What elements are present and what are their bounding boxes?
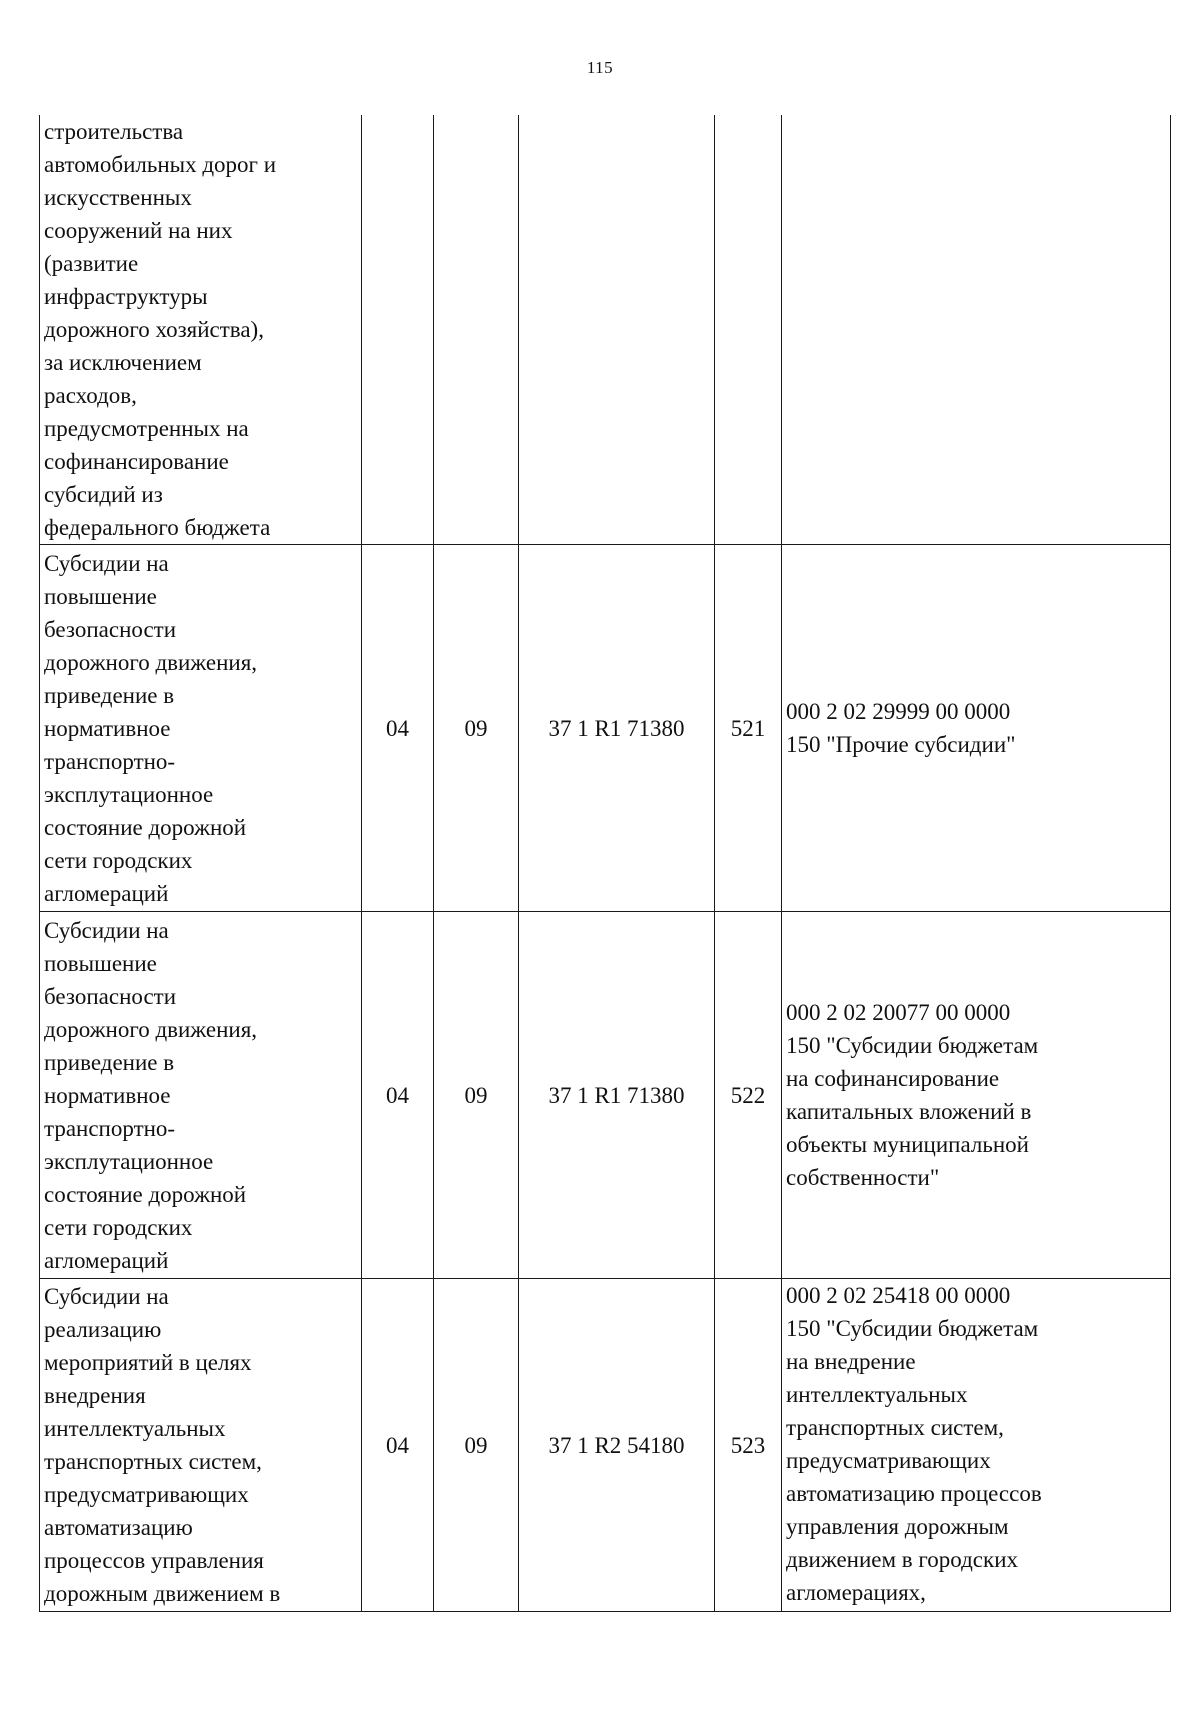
- table-row: [40, 545, 1171, 912]
- subsection-cell: 09: [434, 1279, 519, 1612]
- subsection-cell: 09: [434, 545, 519, 912]
- section-cell: 04: [362, 1279, 434, 1612]
- expense-name-cell: Субсидии на реализацию мероприятий в целях внедрения интеллектуальных транспортных систем, предусматривающих автоматизацию процессов управления дорожным движением в: [40, 1279, 362, 1612]
- expense-name-cell: Субсидии на повышение безопасности дорожного движения, приведение в нормативное транспортно- эксплутационное состояние дорожной сети городских агломераций: [40, 912, 362, 1279]
- target-article-cell: 37 1 R1 71380: [519, 912, 715, 1279]
- table-row: [40, 115, 1171, 545]
- target-article-cell: 37 1 R1 71380: [519, 545, 715, 912]
- table-row: [40, 912, 1171, 1279]
- expense-type-cell: 523: [715, 1279, 782, 1612]
- expense-type-cell: 522: [715, 912, 782, 1279]
- expense-type-cell: 521: [715, 545, 782, 912]
- section-cell: [362, 115, 434, 545]
- revenue-code-cell: 000 2 02 29999 00 0000 150 "Прочие субсидии": [782, 545, 1171, 912]
- target-article-cell: 37 1 R2 54180: [519, 1279, 715, 1612]
- expense-name-cell: строительства автомобильных дорог и искусственных сооружений на них (развитие инфраструктуры дорожного хозяйства), за исключением расходов, предусмотренных на софинансирование субсидий из федерального бюджета: [40, 115, 362, 545]
- expense-name-cell: Субсидии на повышение безопасности дорожного движения, приведение в нормативное транспортно- эксплутационное состояние дорожной сети городских агломераций: [40, 545, 362, 912]
- subsection-cell: [434, 115, 519, 545]
- table-row: [40, 1279, 1171, 1612]
- section-cell: 04: [362, 912, 434, 1279]
- subsection-cell: 09: [434, 912, 519, 1279]
- budget-table: [39, 115, 1171, 1612]
- expense-type-cell: [715, 115, 782, 545]
- page-number: 115: [586, 58, 614, 77]
- target-article-cell: [519, 115, 715, 545]
- revenue-code-cell: 000 2 02 25418 00 0000 150 "Субсидии бюджетам на внедрение интеллектуальных транспортных систем, предусматривающих автоматизацию процессов управления дорожным движением в городских агломерациях,: [782, 1279, 1171, 1612]
- revenue-code-cell: 000 2 02 20077 00 0000 150 "Субсидии бюджетам на софинансирование капитальных вложений в объекты муниципальной собственности": [782, 912, 1171, 1279]
- revenue-code-cell: [782, 115, 1171, 545]
- section-cell: 04: [362, 545, 434, 912]
